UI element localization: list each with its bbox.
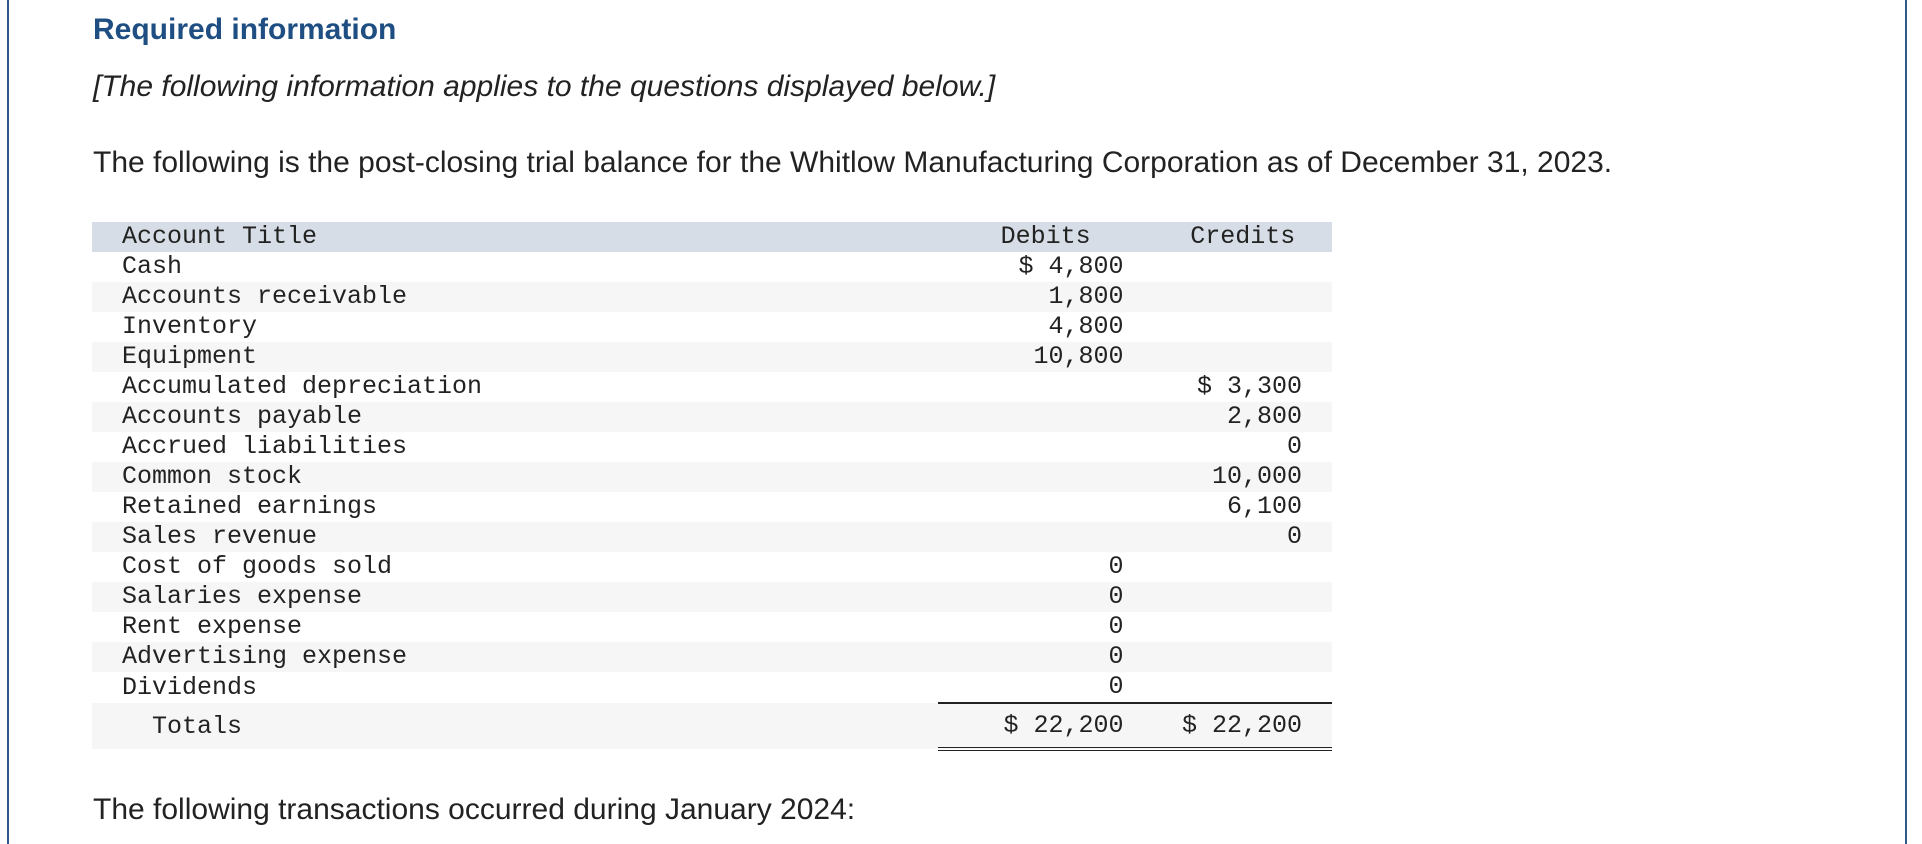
intro-paragraph: The following is the post-closing trial balance for the Whitlow Manufacturing Corporation as of December 31, 2023. xyxy=(93,146,1613,179)
total-debits: $ 22,200 xyxy=(938,703,1154,749)
totals-row xyxy=(92,703,1332,749)
debit-cell: 0 xyxy=(938,672,1154,703)
account-title-cell: Dividends xyxy=(92,672,938,703)
credit-cell xyxy=(1154,342,1332,372)
table-row xyxy=(92,552,1332,582)
account-title-cell: Sales revenue xyxy=(92,522,938,552)
table-row xyxy=(92,642,1332,672)
credit-cell: 6,100 xyxy=(1154,492,1332,522)
debit-cell xyxy=(938,462,1154,492)
credit-cell: 2,800 xyxy=(1154,402,1332,432)
debit-cell: 0 xyxy=(938,582,1154,612)
debit-cell xyxy=(938,372,1154,402)
account-title-cell: Common stock xyxy=(92,462,938,492)
debit-cell xyxy=(938,402,1154,432)
table-row xyxy=(92,282,1332,312)
credit-cell: 0 xyxy=(1154,432,1332,462)
table-row xyxy=(92,432,1332,462)
credit-cell: 0 xyxy=(1154,522,1332,552)
account-title-cell: Cash xyxy=(92,252,938,282)
debit-cell: 1,800 xyxy=(938,282,1154,312)
debit-cell xyxy=(938,522,1154,552)
credit-cell xyxy=(1154,252,1332,282)
table-row xyxy=(92,582,1332,612)
required-information-heading: Required information xyxy=(93,13,397,46)
table-row xyxy=(92,462,1332,492)
credit-cell xyxy=(1154,642,1332,672)
credit-cell xyxy=(1154,672,1332,703)
account-title-cell: Accrued liabilities xyxy=(92,432,938,462)
debit-cell xyxy=(938,492,1154,522)
total-credits: $ 22,200 xyxy=(1154,703,1332,749)
debit-cell: 0 xyxy=(938,642,1154,672)
trial-balance-table xyxy=(92,222,1332,751)
table-row xyxy=(92,492,1332,522)
account-title-cell: Accounts receivable xyxy=(92,282,938,312)
account-title-cell: Rent expense xyxy=(92,612,938,642)
debit-cell xyxy=(938,432,1154,462)
table-row xyxy=(92,252,1332,282)
credit-cell xyxy=(1154,552,1332,582)
debit-cell: 0 xyxy=(938,552,1154,582)
header-credits: Credits xyxy=(1154,222,1332,252)
credit-cell xyxy=(1154,582,1332,612)
table-header-row xyxy=(92,222,1332,252)
account-title-cell: Accounts payable xyxy=(92,402,938,432)
credit-cell: 10,000 xyxy=(1154,462,1332,492)
credit-cell xyxy=(1154,312,1332,342)
debit-cell: $ 4,800 xyxy=(938,252,1154,282)
account-title-cell: Accumulated depreciation xyxy=(92,372,938,402)
table-row xyxy=(92,672,1332,703)
header-debits: Debits xyxy=(938,222,1154,252)
debit-cell: 10,800 xyxy=(938,342,1154,372)
credit-cell xyxy=(1154,282,1332,312)
info-note: [The following information applies to the questions displayed below.] xyxy=(93,70,996,103)
header-account-title: Account Title xyxy=(92,222,938,252)
totals-label: Totals xyxy=(92,703,938,749)
table-row xyxy=(92,402,1332,432)
transactions-intro: The following transactions occurred during January 2024: xyxy=(93,793,856,826)
table-row xyxy=(92,612,1332,642)
table-row xyxy=(92,312,1332,342)
debit-cell: 4,800 xyxy=(938,312,1154,342)
table-row xyxy=(92,522,1332,552)
account-title-cell: Cost of goods sold xyxy=(92,552,938,582)
credit-cell xyxy=(1154,612,1332,642)
table-row xyxy=(92,372,1332,402)
account-title-cell: Salaries expense xyxy=(92,582,938,612)
debit-cell: 0 xyxy=(938,612,1154,642)
table-row xyxy=(92,342,1332,372)
credit-cell: $ 3,300 xyxy=(1154,372,1332,402)
account-title-cell: Inventory xyxy=(92,312,938,342)
account-title-cell: Retained earnings xyxy=(92,492,938,522)
account-title-cell: Advertising expense xyxy=(92,642,938,672)
account-title-cell: Equipment xyxy=(92,342,938,372)
